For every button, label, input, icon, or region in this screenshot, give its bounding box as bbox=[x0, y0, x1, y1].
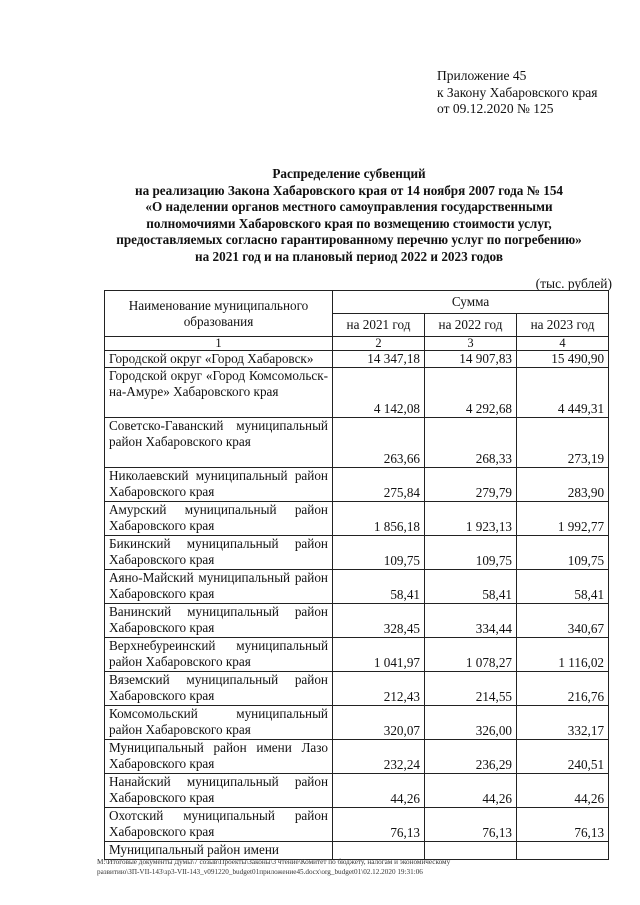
title-line: предоставляемых согласно гарантированному перечню услуг по погребению» bbox=[116, 232, 582, 247]
amount-2022: 4 292,68 bbox=[425, 368, 517, 418]
amount-2022: 76,13 bbox=[425, 808, 517, 842]
amount-2023: 44,26 bbox=[517, 774, 609, 808]
amount-2023: 216,76 bbox=[517, 672, 609, 706]
amount-2022: 1 078,27 bbox=[425, 638, 517, 672]
municipality-name: Николаевский муниципальный район Хабаровского края bbox=[105, 468, 333, 502]
municipality-name: Бикинский муниципальный район Хабаровского края bbox=[105, 536, 333, 570]
municipality-name: Охотский муниципальный район Хабаровского края bbox=[105, 808, 333, 842]
municipality-name: Советско-Гаванский муниципальный район Хабаровского края bbox=[105, 418, 333, 468]
amount-2023: 58,41 bbox=[517, 570, 609, 604]
amount-2023: 1 992,77 bbox=[517, 502, 609, 536]
amount-2023: 283,90 bbox=[517, 468, 609, 502]
amount-2021: 14 347,18 bbox=[333, 351, 425, 368]
amount-2021: 328,45 bbox=[333, 604, 425, 638]
amount-2022: 279,79 bbox=[425, 468, 517, 502]
table-row bbox=[105, 774, 609, 808]
document-title bbox=[96, 166, 602, 265]
header-sum: Сумма bbox=[333, 291, 609, 314]
amount-2021: 58,41 bbox=[333, 570, 425, 604]
amount-2023: 1 116,02 bbox=[517, 638, 609, 672]
amount-2022: 268,33 bbox=[425, 418, 517, 468]
header-year-2022: на 2022 год bbox=[425, 314, 517, 337]
units-label: (тыс. рублей) bbox=[535, 276, 612, 291]
title-line: на реализацию Закона Хабаровского края от 14 ноября 2007 года № 154 bbox=[134, 182, 564, 198]
column-number: 3 bbox=[425, 337, 517, 351]
appendix-date: от 09.12.2020 № 125 bbox=[437, 101, 554, 116]
title-line: Распределение субвенций bbox=[272, 166, 426, 181]
amount-2023: 15 490,90 bbox=[517, 351, 609, 368]
amount-2021: 1 856,18 bbox=[333, 502, 425, 536]
municipality-name: Аяно-Майский муниципальный район Хабаровского края bbox=[105, 570, 333, 604]
table-row bbox=[105, 418, 609, 468]
table-row bbox=[105, 706, 609, 740]
amount-2022: 1 923,13 bbox=[425, 502, 517, 536]
amount-2023: 332,17 bbox=[517, 706, 609, 740]
header-year-2021: на 2021 год bbox=[333, 314, 425, 337]
municipality-name: Городской округ «Город Комсомольск-на-Амуре» Хабаровского края bbox=[105, 368, 333, 418]
amount-2023: 76,13 bbox=[517, 808, 609, 842]
amount-2023: 109,75 bbox=[517, 536, 609, 570]
amount-2022: 44,26 bbox=[425, 774, 517, 808]
column-number: 4 bbox=[517, 337, 609, 351]
appendix-number: Приложение 45 bbox=[437, 68, 527, 83]
amount-2021: 320,07 bbox=[333, 706, 425, 740]
amount-2021: 1 041,97 bbox=[333, 638, 425, 672]
table-row bbox=[105, 740, 609, 774]
amount-2023: 340,67 bbox=[517, 604, 609, 638]
municipality-name: Амурский муниципальный район Хабаровского края bbox=[105, 502, 333, 536]
amount-2022: 109,75 bbox=[425, 536, 517, 570]
table-row bbox=[105, 502, 609, 536]
amount-2021: 212,43 bbox=[333, 672, 425, 706]
table-row bbox=[105, 604, 609, 638]
table-row bbox=[105, 808, 609, 842]
municipality-name: Муниципальный район имени Лазо Хабаровского края bbox=[105, 740, 333, 774]
municipality-name: Комсомольский муниципальный район Хабаровского края bbox=[105, 706, 333, 740]
header-row bbox=[105, 291, 609, 314]
table-row bbox=[105, 468, 609, 502]
amount-2021: 263,66 bbox=[333, 418, 425, 468]
table-row bbox=[105, 672, 609, 706]
amount-2021: 44,26 bbox=[333, 774, 425, 808]
table-row bbox=[105, 368, 609, 418]
municipality-name: Ванинский муниципальный район Хабаровского края bbox=[105, 604, 333, 638]
amount-2021: 109,75 bbox=[333, 536, 425, 570]
subsidy-table bbox=[104, 290, 609, 860]
amount-2021: 4 142,08 bbox=[333, 368, 425, 418]
amount-2023: 4 449,31 bbox=[517, 368, 609, 418]
header-year-2023: на 2023 год bbox=[517, 314, 609, 337]
table-row bbox=[105, 351, 609, 368]
title-line: полномочиями Хабаровского края по возмещению стоимости услуг, bbox=[146, 215, 552, 231]
amount-2022: 236,29 bbox=[425, 740, 517, 774]
table-row bbox=[105, 536, 609, 570]
column-number: 2 bbox=[333, 337, 425, 351]
amount-2022: 334,44 bbox=[425, 604, 517, 638]
appendix-reference bbox=[437, 68, 598, 118]
footer-path-line: развитию\ЗП-VII-143\зр3-VII-143_v091220_budget01приложение45.docx\org_budget01\02.12.2020 19:31:06 bbox=[97, 868, 423, 876]
column-numbers-row bbox=[105, 337, 609, 351]
municipality-name: Муниципальный район имени bbox=[105, 842, 333, 860]
file-path-footer bbox=[97, 857, 605, 877]
amount-2022: 214,55 bbox=[425, 672, 517, 706]
municipality-name: Нанайский муниципальный район Хабаровского края bbox=[105, 774, 333, 808]
amount-2023: 240,51 bbox=[517, 740, 609, 774]
municipality-name: Вяземский муниципальный район Хабаровского края bbox=[105, 672, 333, 706]
column-number: 1 bbox=[105, 337, 333, 351]
appendix-law: к Закону Хабаровского края bbox=[437, 84, 598, 100]
table-row bbox=[105, 638, 609, 672]
table-row bbox=[105, 570, 609, 604]
footer-path-line: M:\Итоговые документы Думы\7 созыв\Проекты\Законы\3 чтение\Комитет по бюджету, налогам и экономическому bbox=[97, 858, 451, 866]
municipality-name: Городской округ «Город Хабаровск» bbox=[105, 351, 333, 368]
amount-2021: 275,84 bbox=[333, 468, 425, 502]
municipality-name: Верхнебуреинский муниципальный район Хабаровского края bbox=[105, 638, 333, 672]
amount-2021: 232,24 bbox=[333, 740, 425, 774]
amount-2022: 58,41 bbox=[425, 570, 517, 604]
header-name: Наименование муниципального образования bbox=[105, 291, 333, 337]
amount-2022: 14 907,83 bbox=[425, 351, 517, 368]
title-line: «О наделении органов местного самоуправления государственными bbox=[145, 199, 553, 214]
title-line: на 2021 год и на плановый период 2022 и 2023 годов bbox=[195, 248, 503, 264]
amount-2023: 273,19 bbox=[517, 418, 609, 468]
amount-2022: 326,00 bbox=[425, 706, 517, 740]
amount-2021: 76,13 bbox=[333, 808, 425, 842]
